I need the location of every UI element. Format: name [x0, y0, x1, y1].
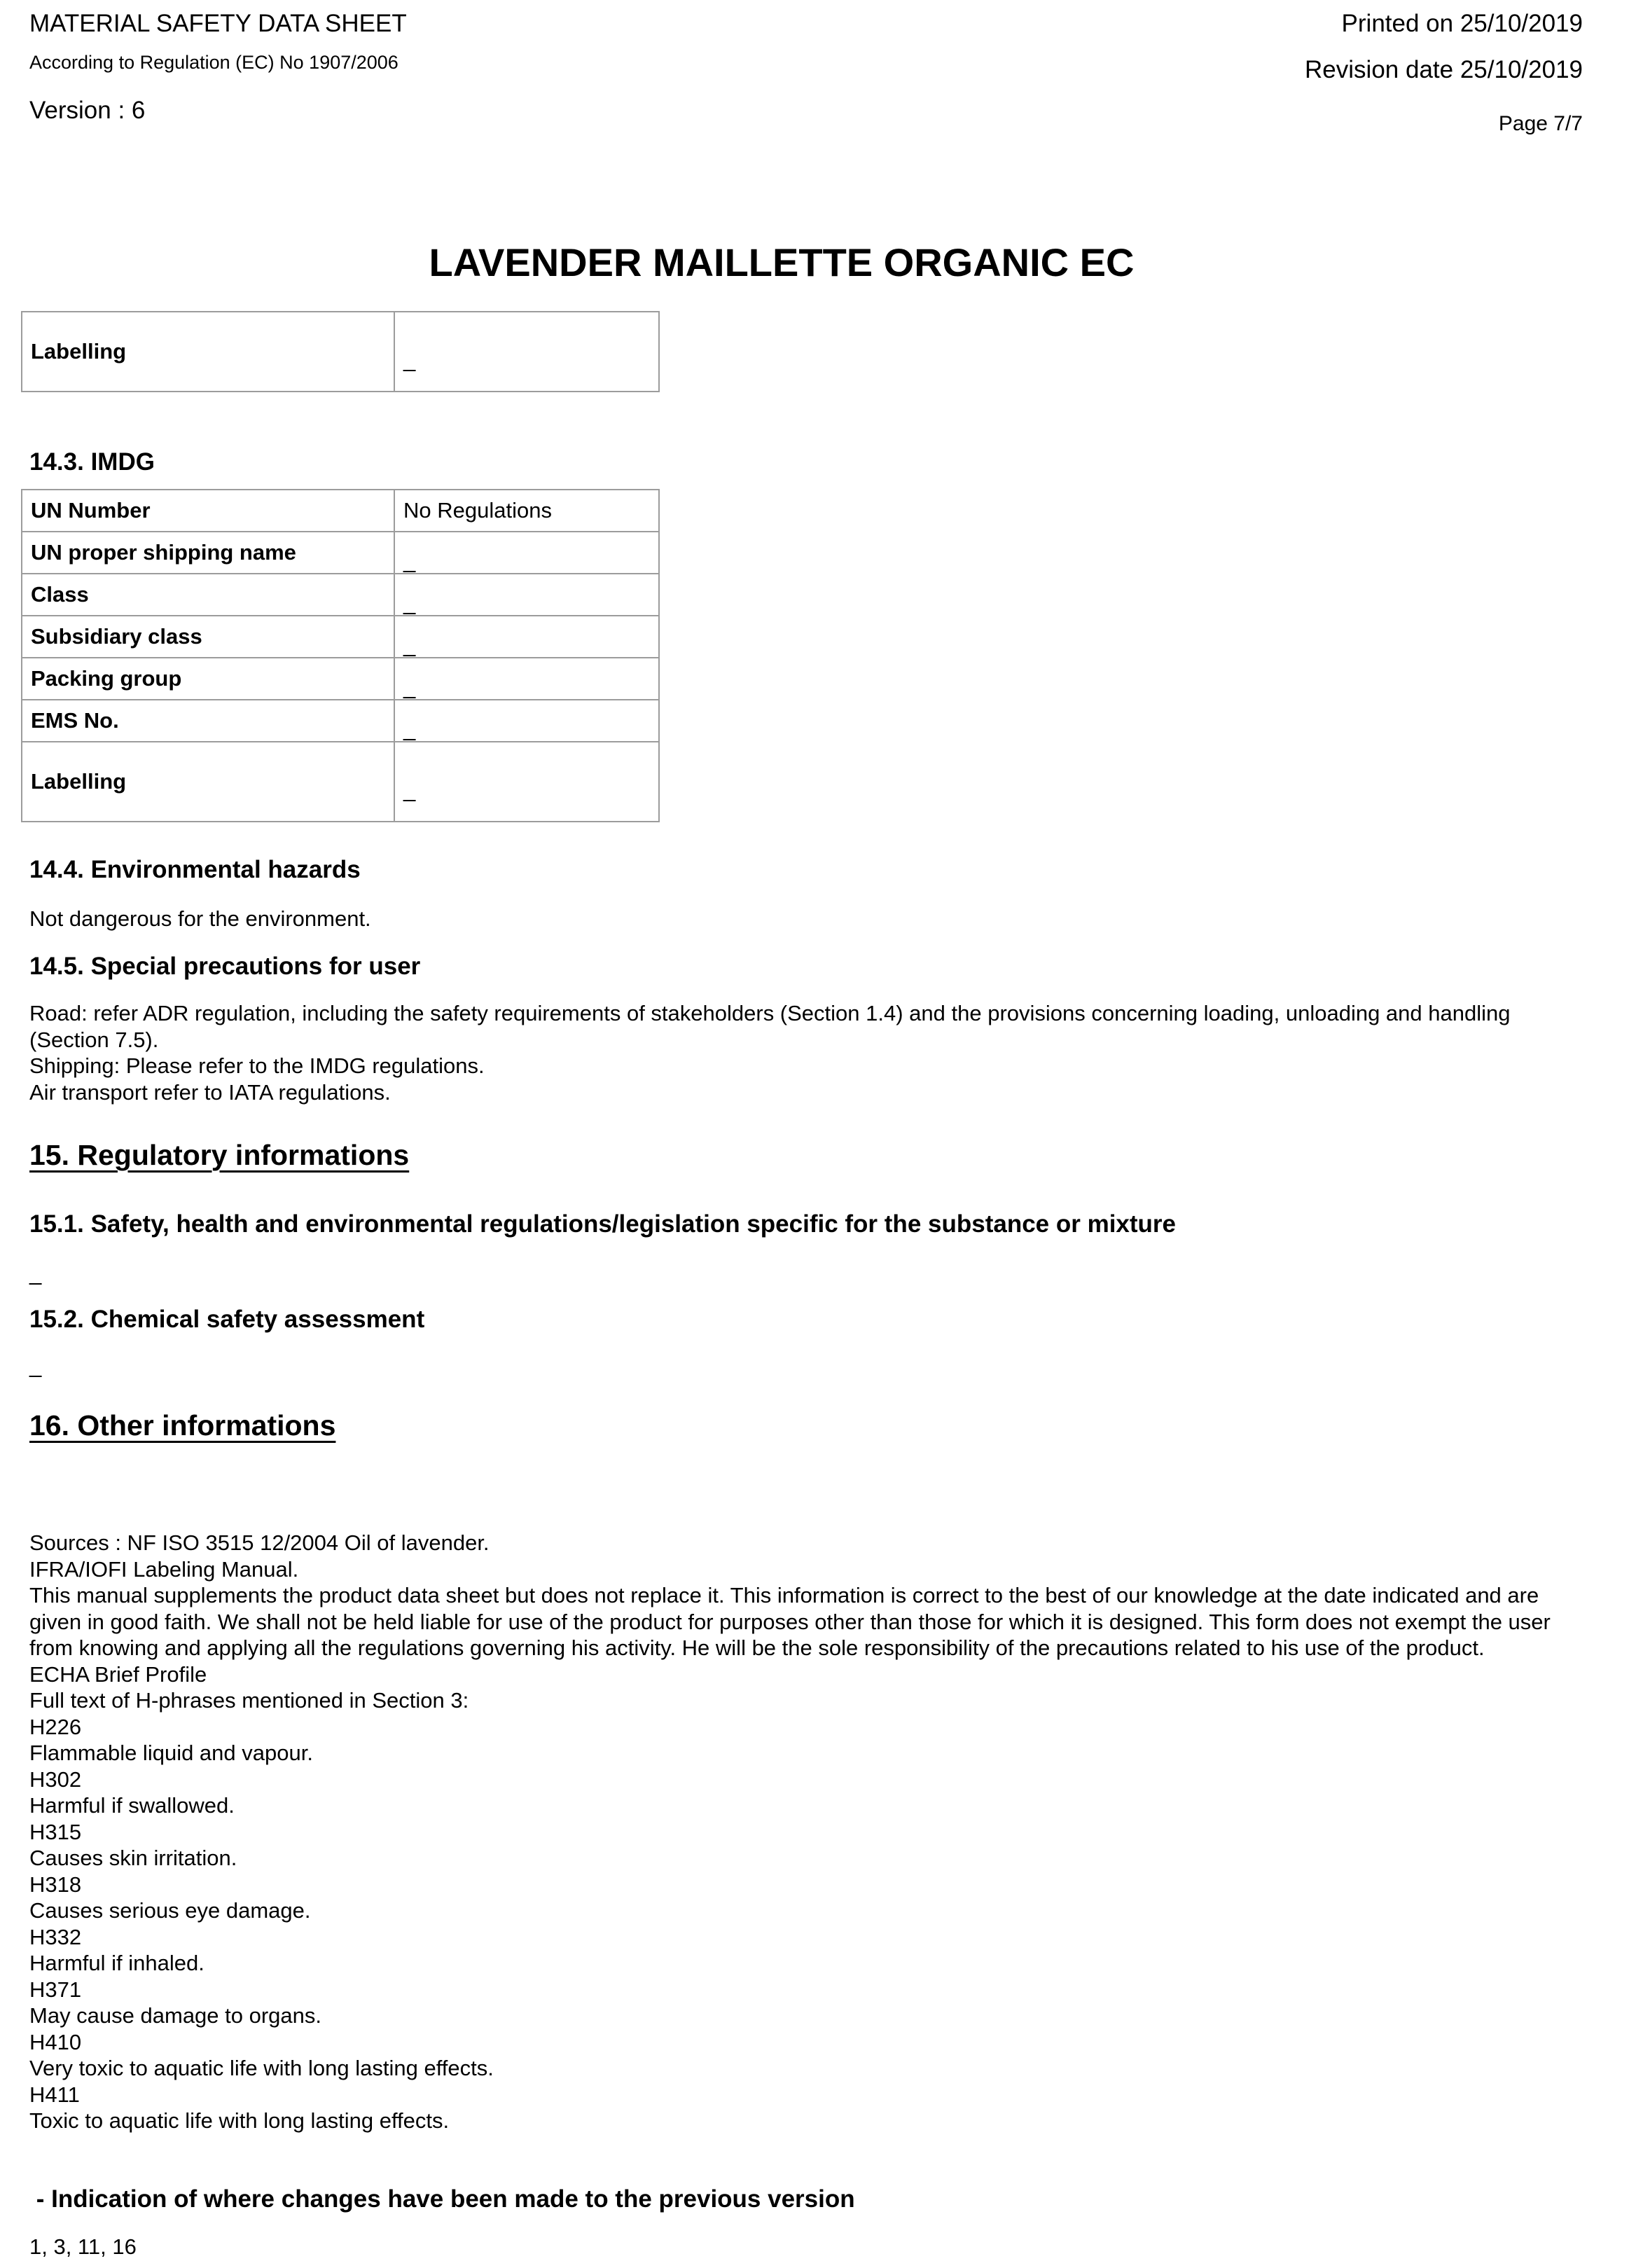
h-phrase-text: Harmful if swallowed.	[29, 1793, 235, 1818]
row-label: UN Number	[22, 490, 394, 532]
h-phrase-code: H315	[29, 1819, 82, 1844]
regulation-reference: According to Regulation (EC) No 1907/2006	[29, 52, 398, 73]
table-row	[22, 532, 659, 574]
table-row	[22, 742, 659, 822]
row-value: _	[394, 312, 659, 392]
labelling-table	[21, 311, 660, 392]
h-phrase-code: H332	[29, 1924, 82, 1949]
table-row	[22, 574, 659, 616]
special-precautions-text	[29, 1000, 1584, 1105]
h-phrase-text: Toxic to aquatic life with long lasting effects.	[29, 2108, 450, 2133]
table-row	[22, 312, 659, 392]
precaution-air: Air transport refer to IATA regulations.	[29, 1079, 391, 1105]
table-row	[22, 658, 659, 700]
row-value: _	[394, 616, 659, 658]
row-label: Subsidiary class	[22, 616, 394, 658]
table-row	[22, 700, 659, 742]
document-type: MATERIAL SAFETY DATA SHEET	[29, 10, 407, 37]
precaution-road: Road: refer ADR regulation, including the safety requirements of stakeholders (Section 1.4) and the provisions concerning loading, unloading and handling (Section 7.5).	[29, 1001, 1511, 1052]
row-label: Packing group	[22, 658, 394, 700]
ifra-line: IFRA/IOFI Labeling Manual.	[29, 1556, 299, 1582]
env-hazards-heading: 14.4. Environmental hazards	[29, 856, 361, 883]
page-number: Page 7/7	[1498, 112, 1583, 135]
changes-heading: - Indication of where changes have been made to the previous version	[29, 2185, 855, 2213]
h-phrases-intro: Full text of H-phrases mentioned in Section 3:	[29, 1688, 469, 1713]
row-value: _	[394, 532, 659, 574]
h-phrase-code: H318	[29, 1872, 82, 1897]
imdg-heading: 14.3. IMDG	[29, 448, 155, 476]
section-15-1-heading: 15.1. Safety, health and environmental regulations/legislation specific for the substance or mixture	[29, 1210, 1177, 1238]
precaution-shipping: Shipping: Please refer to the IMDG regulations.	[29, 1053, 485, 1078]
row-label: Labelling	[22, 312, 394, 392]
imdg-table	[21, 489, 660, 822]
h-phrase-code: H410	[29, 2029, 82, 2054]
table-row	[22, 490, 659, 532]
row-value: _	[394, 658, 659, 700]
row-label: Labelling	[22, 742, 394, 822]
h-phrase-text: Harmful if inhaled.	[29, 1951, 205, 1975]
row-label: UN proper shipping name	[22, 532, 394, 574]
h-phrase-text: Flammable liquid and vapour.	[29, 1741, 313, 1765]
row-value: _	[394, 742, 659, 822]
row-value: _	[394, 574, 659, 616]
revision-date: Revision date 25/10/2019	[1305, 56, 1583, 83]
disclaimer-paragraph: This manual supplements the product data sheet but does not replace it. This information is correct to the best of our knowledge at the date indicated and are given in good faith. We shall not be held liable for use of the product for purposes other than those for which it is designed. This form does not exempt the user from knowing and applying all the regulations governing his activity. He will be the sole responsibility of the precautions related to his use of the product.	[29, 1583, 1551, 1660]
h-phrase-text: Causes skin irritation.	[29, 1846, 237, 1870]
row-label: EMS No.	[22, 700, 394, 742]
sources-line: Sources : NF ISO 3515 12/2004 Oil of lavender.	[29, 1530, 490, 1555]
h-phrase-text: Very toxic to aquatic life with long lasting effects.	[29, 2056, 494, 2080]
printed-date: Printed on 25/10/2019	[1341, 10, 1583, 37]
changes-value: 1, 3, 11, 16	[29, 2234, 137, 2259]
product-title: LAVENDER MAILLETTE ORGANIC EC	[429, 240, 1135, 284]
special-precautions-heading: 14.5. Special precautions for user	[29, 953, 421, 980]
version-label: Version : 6	[29, 97, 146, 124]
echa-line: ECHA Brief Profile	[29, 1661, 207, 1687]
env-hazards-text: Not dangerous for the environment.	[29, 906, 371, 931]
section-15-heading: 15. Regulatory informations	[29, 1139, 410, 1171]
other-informations-text	[29, 1530, 1584, 2134]
h-phrase-text: Causes serious eye damage.	[29, 1898, 311, 1923]
section-15-2-value: _	[29, 1353, 42, 1378]
h-phrase-code: H411	[29, 2082, 80, 2107]
h-phrase-text: May cause damage to organs.	[29, 2003, 322, 2028]
h-phrase-code: H302	[29, 1766, 82, 1792]
table-row	[22, 616, 659, 658]
row-value: No Regulations	[394, 490, 659, 532]
row-value: _	[394, 700, 659, 742]
h-phrase-code: H371	[29, 1977, 82, 2002]
section-16-heading: 16. Other informations	[29, 1409, 336, 1441]
row-label: Class	[22, 574, 394, 616]
h-phrase-code: H226	[29, 1714, 82, 1739]
section-15-2-heading: 15.2. Chemical safety assessment	[29, 1306, 425, 1333]
section-15-1-value: _	[29, 1261, 42, 1285]
